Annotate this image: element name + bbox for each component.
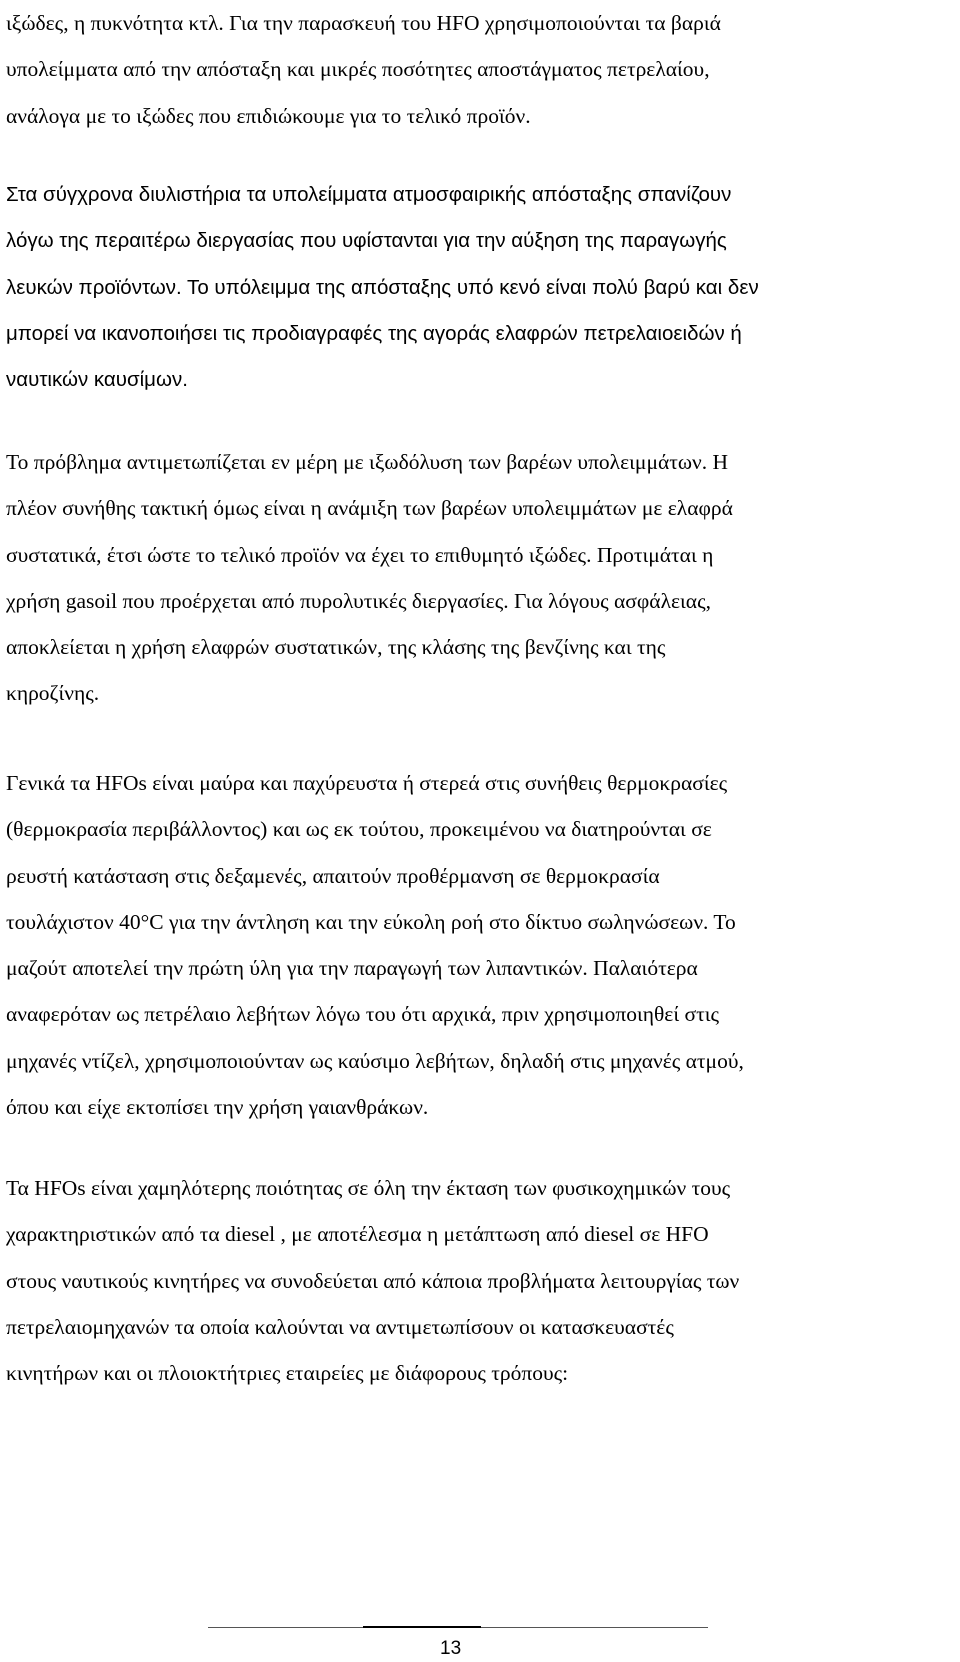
paragraph-visbreaking — [6, 439, 906, 717]
text-line: μαζούτ αποτελεί την πρώτη ύλη για την παραγωγή των λιπαντικών. Παλαιότερα — [6, 956, 698, 981]
text-line: ανάλογα με το ιξώδες που επιδιώκουμε για το τελικό προϊόν. — [6, 103, 531, 128]
text-line: υπολείμματα από την απόσταξη και μικρές ποσότητες αποστάγματος πετρελαίου, — [6, 57, 710, 82]
text-line: χρήση gasoil που προέρχεται από πυρολυτικές διεργασίες. Για λόγους ασφάλειας, — [6, 588, 711, 613]
text-line: Τα HFOs είναι χαμηλότερης ποιότητας σε όλη την έκταση των φυσικοχημικών τους — [6, 1176, 731, 1200]
text-line: ιξώδες, η πυκνότητα κτλ. Για την παρασκευή του HFO χρησιμοποιούνται τα βαριά — [6, 11, 721, 35]
paragraph-hfo-preparation — [6, 0, 906, 139]
text-line: συστατικά, έτσι ώστε το τελικό προϊόν να έχει το επιθυμητό ιξώδες. Προτιμάται η — [6, 542, 714, 567]
page-number: 13 — [440, 1638, 462, 1659]
text-line: αποκλείεται η χρήση ελαφρών συστατικών, της κλάσης της βενζίνης και της — [6, 635, 666, 660]
text-line: χαρακτηριστικών από τα diesel , με αποτέλεσμα η μετάπτωση από diesel σε HFO — [6, 1222, 709, 1247]
text-line: πλέον συνήθης τακτική όμως είναι η ανάμιξη των βαρέων υπολειμμάτων με ελαφρά — [6, 496, 733, 521]
text-line: μπορεί να ικανοποιήσει τις προδιαγραφές της αγοράς ελαφρών πετρελαιοειδών ή — [6, 321, 742, 345]
text-line: (θερμοκρασία περιβάλλοντος) και ως εκ τούτου, προκειμένου να διατηρούνται σε — [6, 817, 712, 842]
document-page — [6, 0, 906, 1662]
text-line: όπου και είχε εκτοπίσει την χρήση γαιανθράκων. — [6, 1095, 429, 1120]
text-line: ναυτικών καυσίμων. — [6, 368, 188, 392]
paragraph-modern-refineries — [6, 172, 906, 403]
text-line: τουλάχιστον 40°C για την άντληση και την εύκολη ροή στο δίκτυο σωληνώσεων. Το — [6, 909, 736, 934]
text-line: κινητήρων και οι πλοιοκτήτριες εταιρείες με διάφορους τρόπους: — [6, 1361, 569, 1386]
text-line: Το πρόβλημα αντιμετωπίζεται εν μέρη με ιξωδόλυση των βαρέων υπολειμμάτων. Η — [6, 450, 729, 474]
text-line: λόγω της περαιτέρω διεργασίας που υφίστανται για την αύξηση της παραγωγής — [6, 229, 727, 253]
paragraph-hfo-properties — [6, 760, 906, 1130]
text-line: μηχανές ντίζελ, χρησιμοποιούνταν ως καύσιμο λεβήτων, δηλαδή στις μηχανές ατμού, — [6, 1048, 744, 1073]
text-line: λευκών προϊόντων. Το υπόλειμμα της απόσταξης υπό κενό είναι πολύ βαρύ και δεν — [6, 275, 759, 299]
footer-divider-accent — [363, 1626, 481, 1628]
text-line: στους ναυτικούς κινητήρες να συνοδεύεται από κάποια προβλήματα λειτουργίας των — [6, 1268, 740, 1293]
text-line: Γενικά τα HFOs είναι μαύρα και παχύρευστα ή στερεά στις συνήθεις θερμοκρασίες — [6, 771, 728, 795]
text-line: ρευστή κατάσταση στις δεξαμενές, απαιτούν προθέρμανση σε θερμοκρασία — [6, 863, 660, 888]
text-line: αναφερόταν ως πετρέλαιο λεβήτων λόγω του ότι αρχικά, πριν χρησιμοποιηθεί στις — [6, 1002, 720, 1027]
text-line: κηροζίνης. — [6, 681, 100, 706]
paragraph-hfo-quality — [6, 1165, 906, 1396]
text-line: πετρελαιομηχανών τα οποία καλούνται να αντιμετωπίσουν οι κατασκευαστές — [6, 1314, 674, 1339]
text-line: Στα σύγχρονα διυλιστήρια τα υπολείμματα ατμοσφαιρικής απόσταξης σπανίζουν — [6, 183, 732, 206]
